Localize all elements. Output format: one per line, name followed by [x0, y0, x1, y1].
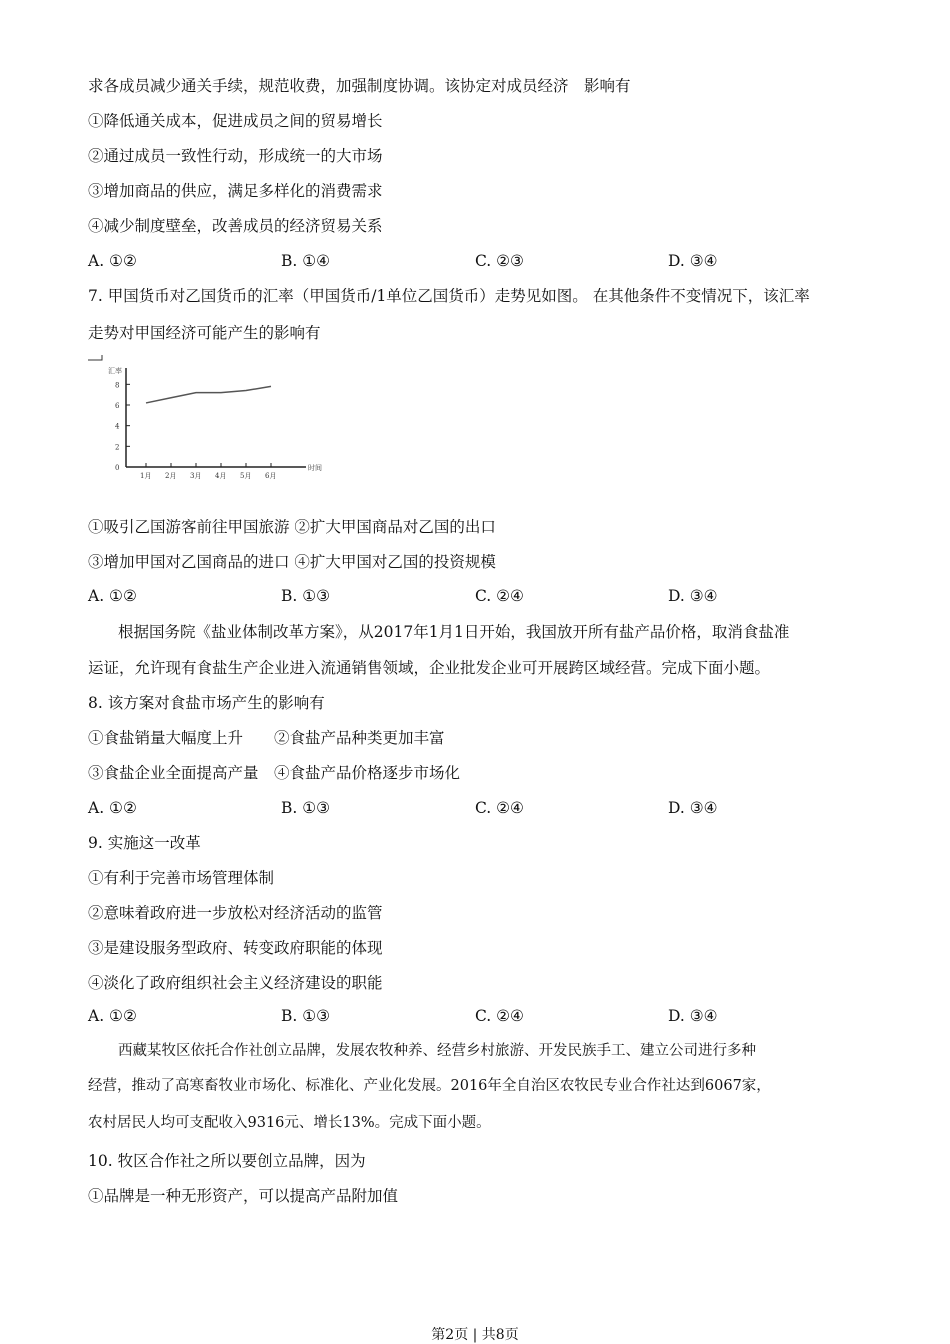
x-tick-label: 2月: [165, 472, 177, 480]
x-tick-label: 6月: [265, 472, 277, 480]
page-footer: 第2页 | 共8页: [431, 1327, 519, 1343]
tibet-intro-2: 经营，推动了高寒畜牧业市场化、标准化、产业化发展。2016年全自治区农牧民专业合作社达到6067家，: [88, 1078, 771, 1094]
y-tick-label: 2: [115, 443, 120, 452]
q9-stem: 9. 实施这一改革: [88, 834, 201, 852]
q7-option-b: B. ①③: [281, 587, 331, 605]
q6-item-2: ②通过成员一致性行动，形成统一的大市场: [88, 147, 383, 165]
q10-item-1: ①品牌是一种无形资产，可以提高产品附加值: [88, 1187, 399, 1205]
q7-stem-1: 7. 甲国货币对乙国货币的汇率（甲国货币/1单位乙国货币）走势见如图。 在其他条件不变情况下，该汇率: [88, 287, 810, 305]
q9-option-b: B. ①③: [281, 1007, 331, 1025]
q6-option-a: A. ①②: [88, 252, 137, 270]
q8-option-c: C. ②④: [475, 799, 524, 817]
q9-item-3: ③是建设服务型政府、转变政府职能的体现: [88, 939, 383, 957]
q8-items-1: ①食盐销量大幅度上升 ②食盐产品种类更加丰富: [88, 729, 445, 747]
tibet-intro-3: 农村居民人均可支配收入9316元、增长13%。完成下面小题。: [88, 1115, 491, 1131]
y-tick-label: 0: [115, 464, 120, 472]
q9-option-c: C. ②④: [475, 1007, 524, 1025]
q6-item-1: ①降低通关成本，促进成员之间的贸易增长: [88, 112, 383, 130]
q7-stem-2: 走势对甲国经济可能产生的影响有: [88, 324, 321, 342]
q7-option-c: C. ②④: [475, 587, 524, 605]
q6-option-d: D. ③④: [668, 252, 718, 270]
x-tick-label: 5月: [240, 472, 252, 480]
exchange-rate-line: [146, 386, 271, 403]
q6-option-c: C. ②③: [475, 252, 524, 270]
q9-option-d: D. ③④: [668, 1007, 718, 1025]
q7-option-a: A. ①②: [88, 587, 137, 605]
q9-option-a: A. ①②: [88, 1007, 137, 1025]
q9-item-1: ①有利于完善市场管理体制: [88, 869, 275, 887]
salt-intro-1: 根据国务院《盐业体制改革方案》，从2017年1月1日开始，我国放开所有盐产品价格，取消食盐准: [118, 623, 790, 641]
q8-option-d: D. ③④: [668, 799, 718, 817]
salt-intro-2: 运证，允许现有食盐生产企业进入流通销售领域，企业批发企业可开展跨区域经营。完成下面小题。: [88, 659, 771, 677]
tibet-intro-1: 西藏某牧区依托合作社创立品牌，发展农牧种养、经营乡村旅游、开发民族手工、建立公司进行多种: [118, 1043, 756, 1059]
q8-option-a: A. ①②: [88, 799, 137, 817]
q6-option-b: B. ①④: [281, 252, 331, 270]
y-tick-label: 8: [115, 381, 120, 390]
x-axis-label: 时间: [308, 464, 322, 472]
q6-item-4: ④减少制度壁垒，改善成员的经济贸易关系: [88, 217, 383, 235]
q9-item-4: ④淡化了政府组织社会主义经济建设的职能: [88, 974, 383, 992]
x-tick-label: 1月: [140, 472, 152, 480]
q6-stem: 求各成员减少通关手续，规范收费，加强制度协调。该协定对成员经济 影响有: [88, 77, 631, 95]
y-tick-label: 6: [115, 402, 120, 410]
q8-items-2: ③食盐企业全面提高产量 ④食盐产品价格逐步市场化: [88, 764, 461, 782]
q8-stem: 8. 该方案对食盐市场产生的影响有: [88, 694, 325, 712]
y-axis-label: 汇率: [108, 367, 122, 375]
q7-items-2: ③增加甲国对乙国商品的进口 ④扩大甲国对乙国的投资规模: [88, 553, 496, 571]
exchange-rate-chart: [84, 352, 334, 487]
q10-stem: 10. 牧区合作社之所以要创立品牌，因为: [88, 1152, 366, 1170]
corner-mark: [88, 355, 102, 360]
y-tick-label: 4: [115, 422, 120, 431]
q6-item-3: ③增加商品的供应，满足多样化的消费需求: [88, 182, 383, 200]
q9-item-2: ②意味着政府进一步放松对经济活动的监管: [88, 904, 383, 922]
q7-items-1: ①吸引乙国游客前往甲国旅游 ②扩大甲国商品对乙国的出口: [88, 518, 496, 536]
q7-option-d: D. ③④: [668, 587, 718, 605]
q8-option-b: B. ①③: [281, 799, 331, 817]
x-tick-label: 3月: [190, 472, 202, 480]
x-tick-label: 4月: [215, 472, 227, 480]
